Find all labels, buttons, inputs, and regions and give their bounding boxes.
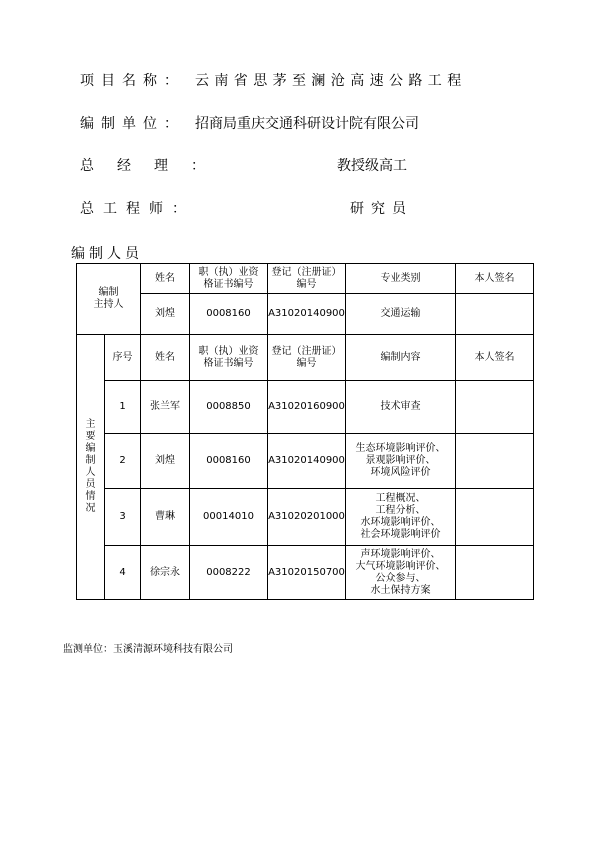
- header-no: 序号: [105, 335, 141, 381]
- member-name: 曹琳: [141, 489, 190, 546]
- member-sign: [456, 434, 534, 489]
- member-reg: A31020201000: [268, 489, 346, 546]
- engineer-label: 总工程师：: [80, 201, 195, 217]
- member-no: 2: [105, 434, 141, 489]
- member-content: 声环境影响评价、 大气环境影响评价、 公众参与、 水土保持方案: [346, 546, 456, 600]
- host-row: [77, 294, 534, 335]
- host-field: 交通运输: [346, 294, 456, 335]
- member-cert: 0008850: [190, 381, 268, 434]
- header-name: 姓名: [141, 264, 190, 294]
- header-reg: 登记（注册证） 编号: [268, 335, 346, 381]
- member-cert: 00014010: [190, 489, 268, 546]
- member-row: [77, 546, 534, 600]
- member-name: 徐宗永: [141, 546, 190, 600]
- member-content: 生态环境影响评价、 景观影响评价、 环境风险评价: [346, 434, 456, 489]
- member-row: [77, 489, 534, 546]
- header-cert: 职（执）业资 格证书编号: [190, 335, 268, 381]
- project-label: 项目名称：: [80, 73, 185, 89]
- host-reg: A31020140900: [268, 294, 346, 335]
- member-no: 1: [105, 381, 141, 434]
- project-value: 云南省思茅至澜沧高速公路工程: [195, 73, 467, 89]
- member-sign: [456, 381, 534, 434]
- member-no: 4: [105, 546, 141, 600]
- header-sign: 本人签名: [456, 264, 534, 294]
- unit-label: 编制单位：: [80, 116, 185, 132]
- member-cert: 0008160: [190, 434, 268, 489]
- member-row: [77, 434, 534, 489]
- header-content: 编制内容: [346, 335, 456, 381]
- member-name: 刘煌: [141, 434, 190, 489]
- unit-value: 招商局重庆交通科研设计院有限公司: [195, 116, 419, 132]
- section-title: 编制人员: [71, 246, 143, 262]
- member-content: 技术审查: [346, 381, 456, 434]
- member-reg: A31020150700: [268, 546, 346, 600]
- header-sign: 本人签名: [456, 335, 534, 381]
- manager-value: 教授级高工: [337, 158, 407, 174]
- host-cert: 0008160: [190, 294, 268, 335]
- staff-table: [76, 263, 534, 600]
- host-group-label: 编制 主持人: [77, 264, 141, 335]
- member-name: 张兰军: [141, 381, 190, 434]
- members-header-row: [77, 335, 534, 381]
- header-field: 专业类别: [346, 264, 456, 294]
- header-name: 姓名: [141, 335, 190, 381]
- host-name: 刘煌: [141, 294, 190, 335]
- member-cert: 0008222: [190, 546, 268, 600]
- footer-monitor-unit: 监测单位：玉溪清源环境科技有限公司: [63, 644, 233, 655]
- member-sign: [456, 546, 534, 600]
- member-content: 工程概况、 工程分析、 水环境影响评价、 社会环境影响评价: [346, 489, 456, 546]
- host-sign: [456, 294, 534, 335]
- member-no: 3: [105, 489, 141, 546]
- engineer-value: 研究员: [350, 201, 413, 217]
- header-reg: 登记（注册证） 编号: [268, 264, 346, 294]
- member-reg: A31020160900: [268, 381, 346, 434]
- members-group-label: 主 要 编 制 人 员 情 况: [77, 335, 105, 600]
- manager-label: 总经理：: [80, 158, 228, 174]
- member-row: [77, 381, 534, 434]
- member-sign: [456, 489, 534, 546]
- host-header-row: [77, 264, 534, 294]
- member-reg: A31020140900: [268, 434, 346, 489]
- header-cert: 职（执）业资 格证书编号: [190, 264, 268, 294]
